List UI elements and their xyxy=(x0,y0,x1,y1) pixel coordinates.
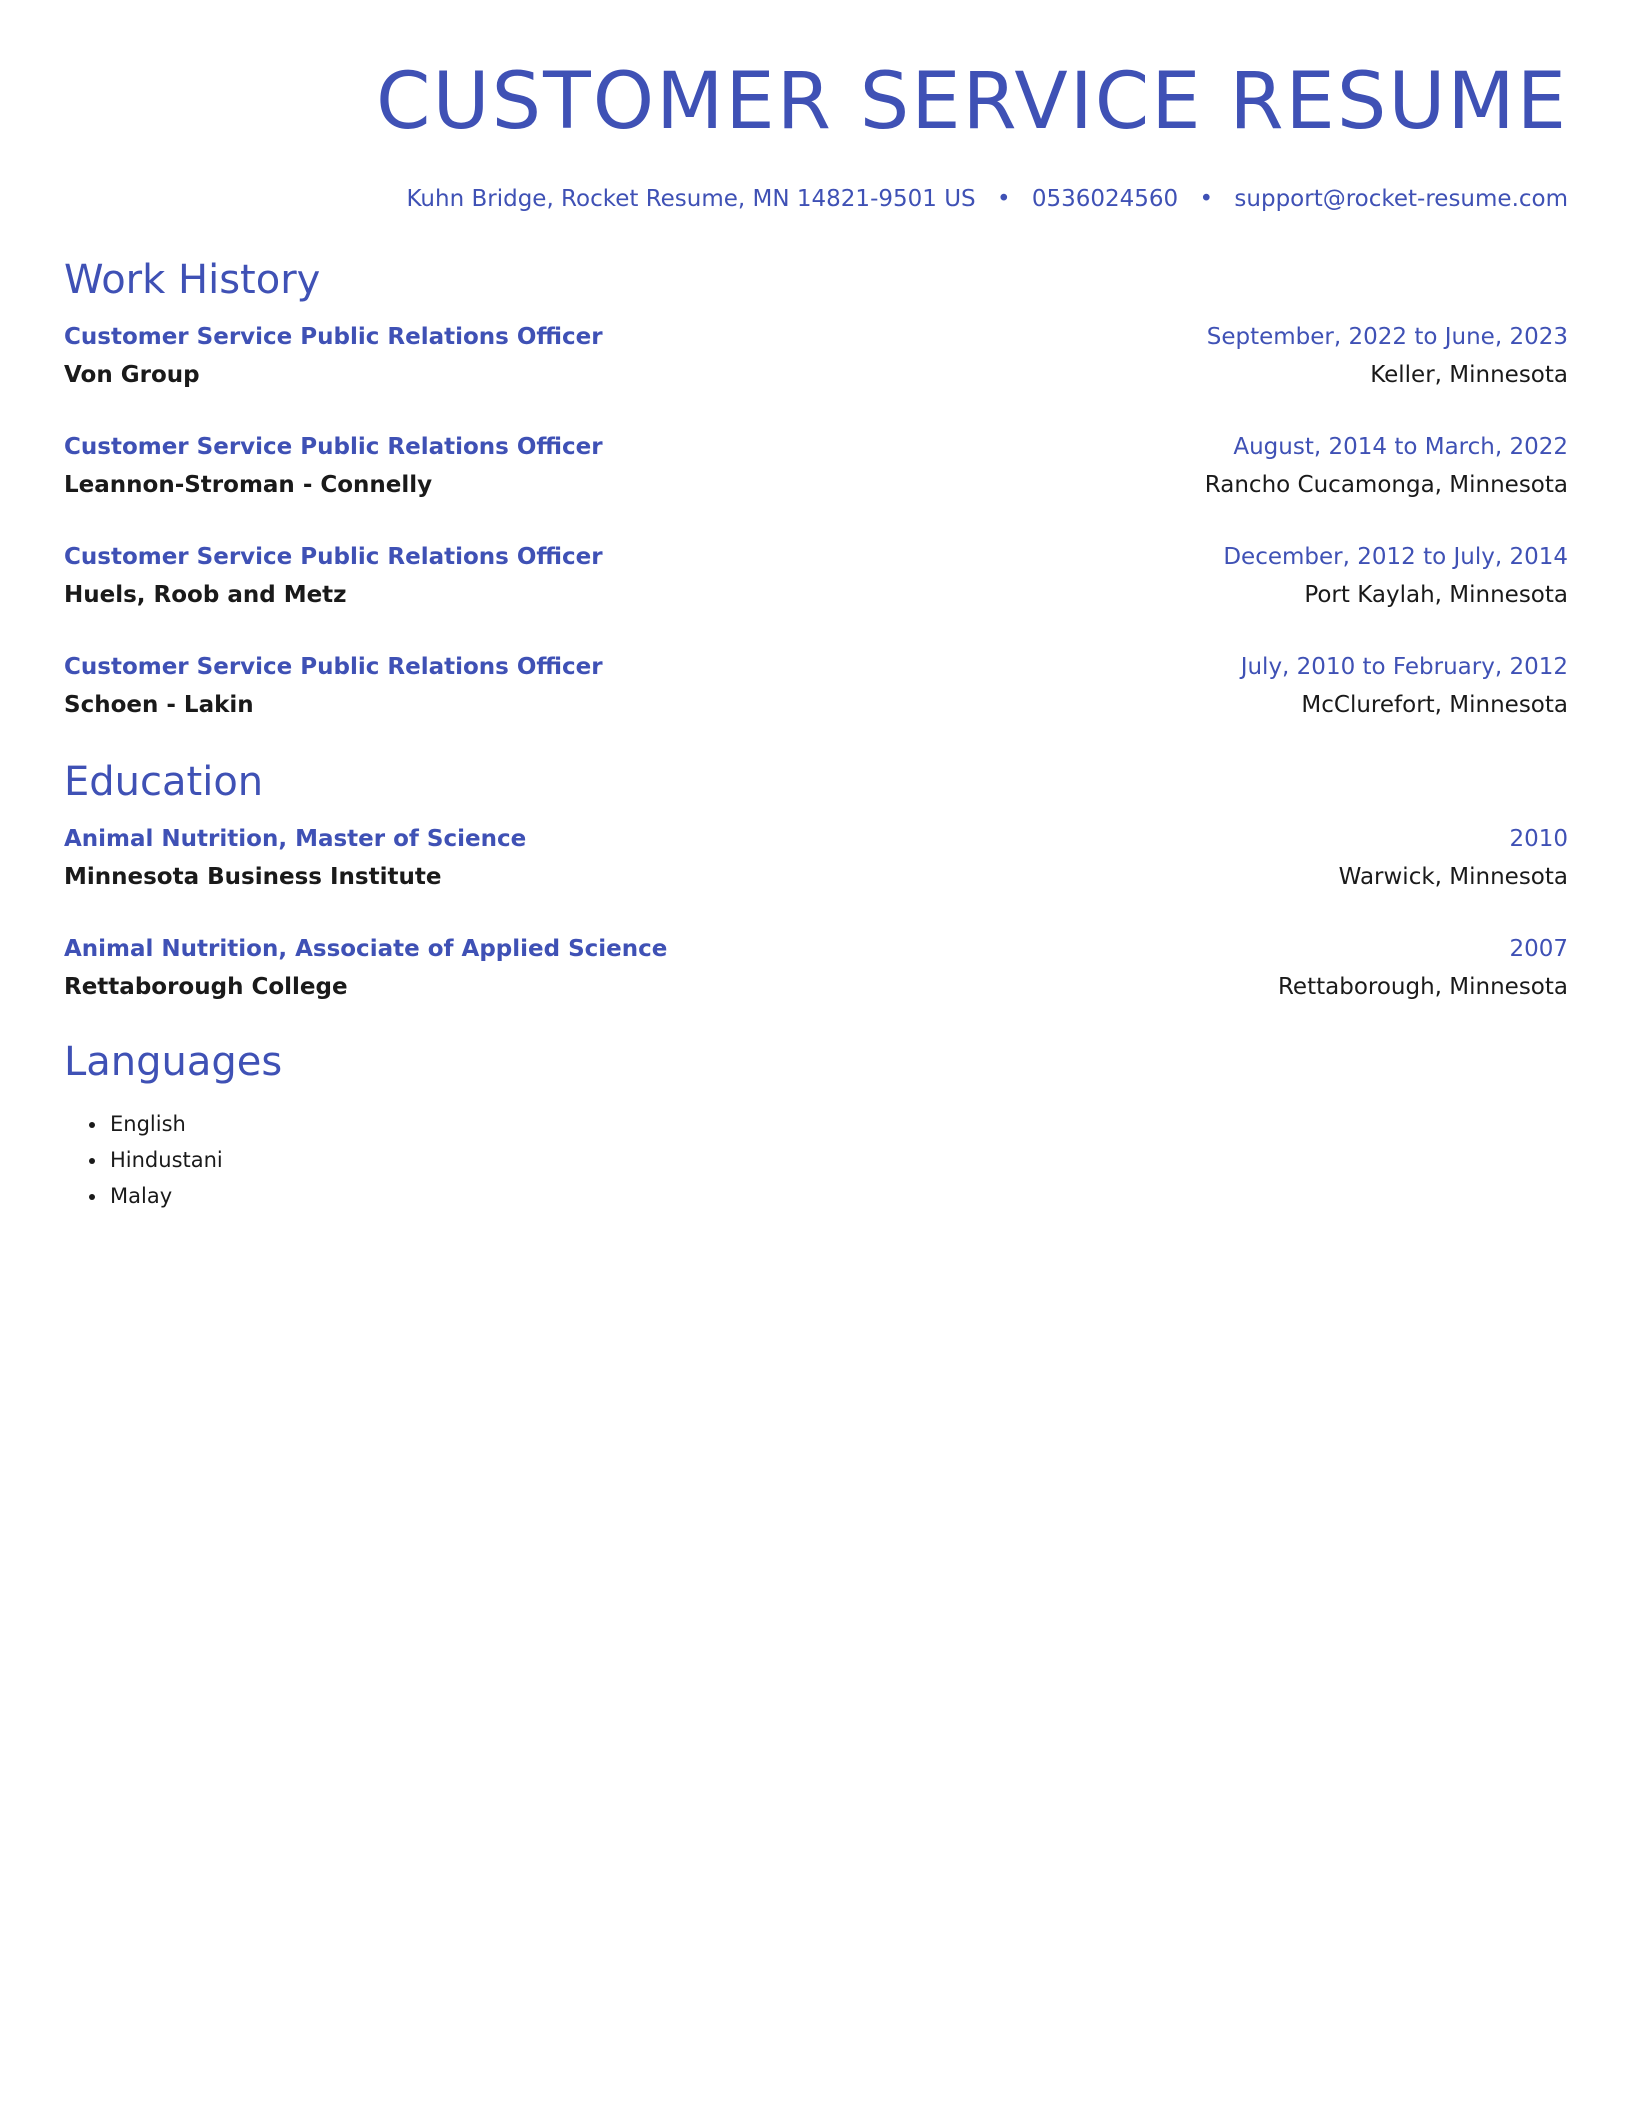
job-location: Port Kaylah, Minnesota xyxy=(1304,582,1568,608)
education-entry xyxy=(64,930,1568,1006)
employer-name: Von Group xyxy=(64,362,200,388)
resume-page xyxy=(64,0,1568,1214)
work-entry xyxy=(64,538,1568,614)
languages-heading: Languages xyxy=(64,1039,283,1085)
contact-line xyxy=(64,184,1568,214)
job-location: Keller, Minnesota xyxy=(1370,362,1568,388)
job-title: Customer Service Public Relations Officer xyxy=(64,434,603,460)
degree-title: Animal Nutrition, Master of Science xyxy=(64,826,527,852)
graduation-year: 2007 xyxy=(1509,936,1568,962)
resume-title: CUSTOMER SERVICE RESUME xyxy=(376,57,1568,147)
language-item: • Malay xyxy=(108,1178,1568,1214)
job-dates: July, 2010 to February, 2012 xyxy=(1240,654,1568,680)
job-dates: September, 2022 to June, 2023 xyxy=(1206,324,1568,350)
language-item: • English xyxy=(108,1106,1568,1142)
work-entry xyxy=(64,318,1568,394)
bullet-separator: • xyxy=(1199,186,1214,212)
bullet-separator: • xyxy=(996,186,1011,212)
graduation-year: 2010 xyxy=(1509,826,1568,852)
work-entry xyxy=(64,428,1568,504)
education-heading: Education xyxy=(64,759,264,805)
work-history-list xyxy=(64,318,1568,724)
education-list xyxy=(64,820,1568,1006)
employer-name: Huels, Roob and Metz xyxy=(64,582,347,608)
contact-address: Kuhn Bridge, Rocket Resume, MN 14821-9501 US xyxy=(406,186,976,212)
job-title: Customer Service Public Relations Officer xyxy=(64,324,603,350)
job-location: Rancho Cucamonga, Minnesota xyxy=(1204,472,1568,498)
employer-name: Leannon-Stroman - Connelly xyxy=(64,472,433,498)
job-title: Customer Service Public Relations Officer xyxy=(64,544,603,570)
job-title: Customer Service Public Relations Officer xyxy=(64,654,603,680)
institution-location: Warwick, Minnesota xyxy=(1338,864,1568,890)
job-location: McClurefort, Minnesota xyxy=(1301,692,1568,718)
institution-name: Minnesota Business Institute xyxy=(64,864,442,890)
language-item: • Hindustani xyxy=(108,1142,1568,1178)
contact-email[interactable]: support@rocket-resume.com xyxy=(1234,186,1568,212)
institution-location: Rettaborough, Minnesota xyxy=(1277,974,1568,1000)
work-history-heading: Work History xyxy=(64,257,321,303)
work-entry xyxy=(64,648,1568,724)
institution-name: Rettaborough College xyxy=(64,974,348,1000)
contact-phone: 0536024560 xyxy=(1031,186,1179,212)
degree-title: Animal Nutrition, Associate of Applied Science xyxy=(64,936,668,962)
job-dates: December, 2012 to July, 2014 xyxy=(1223,544,1568,570)
job-dates: August, 2014 to March, 2022 xyxy=(1233,434,1568,460)
languages-list xyxy=(64,1106,1568,1214)
employer-name: Schoen - Lakin xyxy=(64,692,254,718)
education-entry xyxy=(64,820,1568,896)
